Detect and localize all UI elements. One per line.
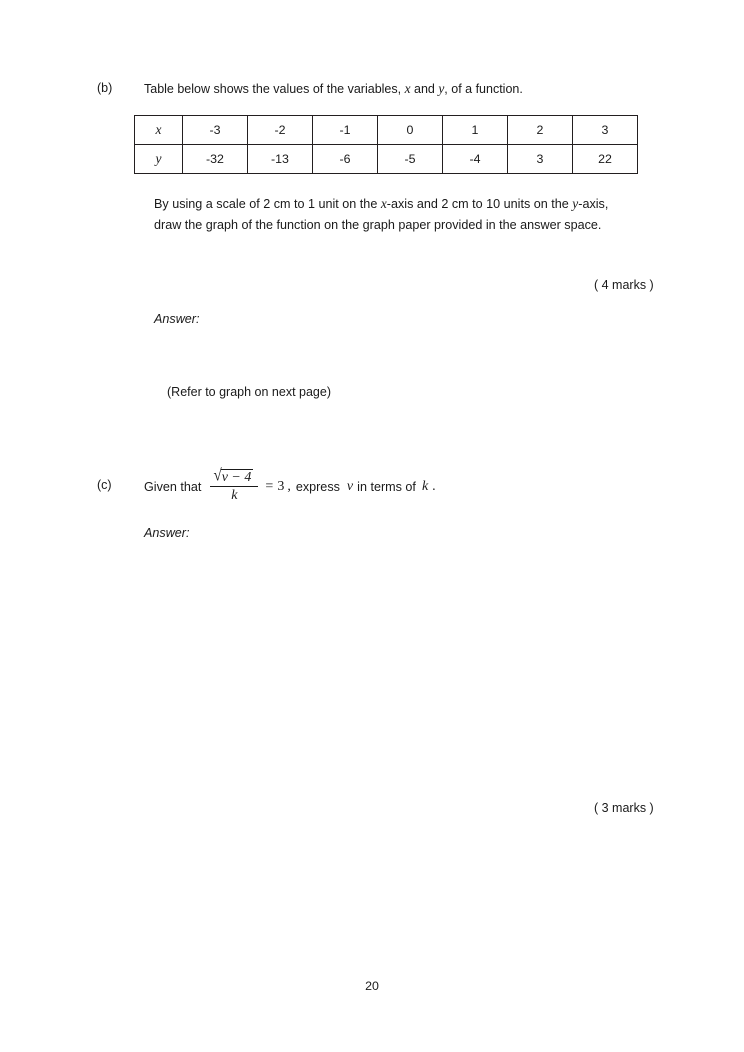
table-cell-x-5: 2 xyxy=(508,116,573,145)
table-cell-y-2: -6 xyxy=(313,145,378,174)
part-c-question-line xyxy=(144,466,436,504)
table-row-label-y: y xyxy=(135,145,183,174)
part-c-given-label: Given that xyxy=(144,480,202,494)
values-table xyxy=(134,115,638,174)
radical-expression xyxy=(213,466,253,485)
part-c-marks: ( 3 marks ) xyxy=(594,801,654,815)
table-cell-x-6: 3 xyxy=(573,116,638,145)
table-cell-y-1: -13 xyxy=(248,145,313,174)
intro-variable-y: y xyxy=(438,81,445,96)
refer-to-graph-note: (Refer to graph on next page) xyxy=(167,385,331,399)
express-variable: v xyxy=(346,479,354,494)
equation-right-side: 3 xyxy=(277,479,285,494)
intro-text-mid: and xyxy=(410,82,439,96)
equation-fraction xyxy=(210,466,258,503)
table-cell-x-3: 0 xyxy=(378,116,443,145)
part-c-answer-label: Answer: xyxy=(144,526,190,540)
equation-comma: , xyxy=(287,479,291,494)
radicand: v − 4 xyxy=(221,470,252,485)
equation-tail xyxy=(265,479,435,495)
part-b-marker: (b) xyxy=(97,81,113,95)
table-cell-x-0: -3 xyxy=(183,116,248,145)
table-cell-x-4: 1 xyxy=(443,116,508,145)
part-b-marks: ( 4 marks ) xyxy=(594,278,654,292)
table-row-label-x: x xyxy=(135,116,183,145)
table-row-x xyxy=(135,116,638,145)
instruction-segment-3: -axis, draw the graph of the function on the graph paper provided in the answer space. xyxy=(154,197,609,232)
intro-text-after: , of a function. xyxy=(444,82,523,96)
table-cell-y-3: -5 xyxy=(378,145,443,174)
sentence-period: . xyxy=(432,479,436,494)
intro-text-before: Table below shows the values of the variables, xyxy=(144,82,405,96)
intro-variable-x: x xyxy=(404,81,411,96)
table-row-y xyxy=(135,145,638,174)
part-b-instruction-paragraph xyxy=(154,193,624,236)
table-cell-x-1: -2 xyxy=(248,116,313,145)
table-cell-y-0: -32 xyxy=(183,145,248,174)
part-b-intro-text xyxy=(144,82,523,96)
equals-sign: = xyxy=(265,479,274,494)
part-b-answer-label: Answer: xyxy=(154,312,200,326)
in-terms-text: in terms of xyxy=(357,480,416,494)
table-cell-y-4: -4 xyxy=(443,145,508,174)
terms-variable: k xyxy=(421,479,429,494)
instruction-variable-x: x xyxy=(380,196,387,211)
part-c-marker: (c) xyxy=(97,478,112,492)
radical-sign-icon: √ xyxy=(213,466,222,485)
express-text: express xyxy=(295,480,340,494)
table-cell-y-5: 3 xyxy=(508,145,573,174)
table-cell-x-2: -1 xyxy=(313,116,378,145)
instruction-segment-1: By using a scale of 2 cm to 1 unit on the xyxy=(154,197,381,211)
fraction-numerator xyxy=(211,466,257,486)
instruction-segment-2: -axis and 2 cm to 10 units on the xyxy=(386,197,573,211)
page-number: 20 xyxy=(365,979,379,993)
instruction-variable-y: y xyxy=(572,196,579,211)
table-cell-y-6: 22 xyxy=(573,145,638,174)
fraction-denominator: k xyxy=(231,488,238,503)
